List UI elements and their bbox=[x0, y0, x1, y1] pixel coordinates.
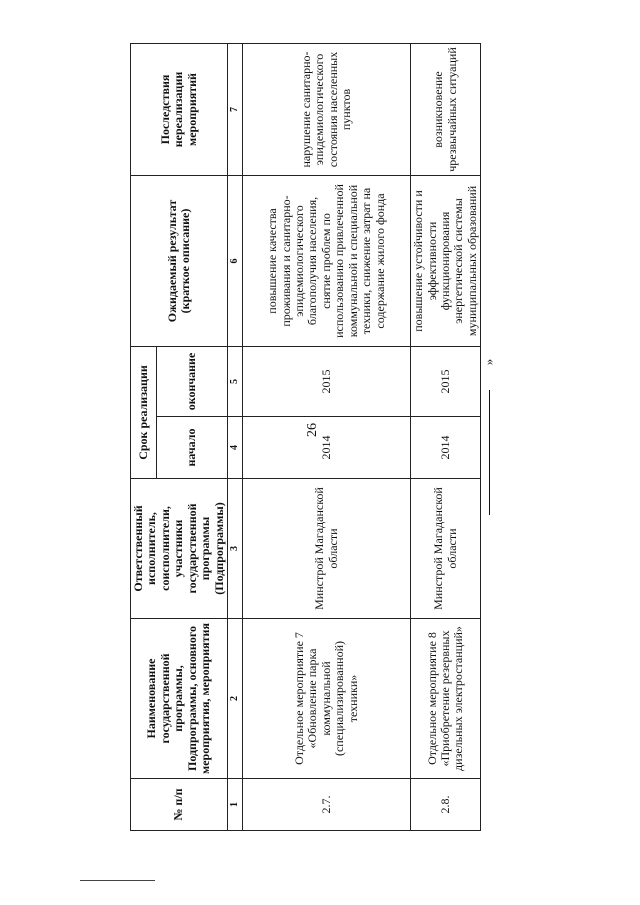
header-num: № п/п bbox=[131, 779, 228, 831]
header-end: окончание bbox=[156, 346, 227, 416]
column-number: 4 bbox=[228, 417, 243, 479]
row-num: 2.7. bbox=[243, 779, 411, 831]
row-executor: Минстрой Магаданской области bbox=[411, 479, 481, 619]
table-row bbox=[243, 43, 411, 830]
column-number: 1 bbox=[228, 779, 243, 831]
program-table bbox=[130, 43, 481, 831]
row-start: 2014 bbox=[243, 417, 411, 479]
row-executor: Минстрой Магаданской области bbox=[243, 479, 411, 619]
row-end: 2015 bbox=[411, 346, 481, 416]
row-end: 2015 bbox=[243, 346, 411, 416]
row-consequence: возникновение чрезвычайных ситуаций bbox=[411, 43, 481, 175]
column-number: 7 bbox=[228, 43, 243, 175]
row-result: повышение качества проживания и санитарно-эпидемиологического благополучия населения, снятие проблем по использованию привлеченной коммунальной и специальной техники, снижение затрат на содержание жилого фонда bbox=[243, 175, 411, 346]
header-executor: Ответственный исполнитель, соисполнители, участники государственной программы (Подпрограммы) bbox=[131, 479, 228, 619]
header-result: Ожидаемый результат (краткое описание) bbox=[131, 175, 228, 346]
column-number: 6 bbox=[228, 175, 243, 346]
row-consequence: нарушение санитарно-эпидемиологического состояния населенных пунктов bbox=[243, 43, 411, 175]
column-number: 3 bbox=[228, 479, 243, 619]
rotated-table-container bbox=[130, 44, 479, 831]
column-number: 2 bbox=[228, 619, 243, 779]
header-name: Наименование государственной программы, Подпрограммы, основного мероприятия, мероприятия bbox=[131, 619, 228, 779]
page-number: 26 bbox=[305, 423, 320, 437]
column-number: 5 bbox=[228, 346, 243, 416]
header-consequence: Последствия нереализации мероприятий bbox=[131, 43, 228, 175]
header-term: Срок реализации bbox=[131, 346, 157, 478]
closing-quote: » bbox=[481, 358, 496, 366]
header-row-1 bbox=[131, 43, 157, 830]
row-num: 2.8. bbox=[411, 779, 481, 831]
table-region bbox=[130, 44, 479, 831]
column-number-row bbox=[228, 43, 243, 830]
footer-rule bbox=[80, 880, 155, 881]
row-name: Отдельное мероприятие 7 «Обновление парка коммунальной (специализированной) техники» bbox=[243, 619, 411, 779]
header-start: начало bbox=[156, 417, 227, 479]
row-result: повышение устойчивости и эффективности функционирования энергетической системы муниципальных образований bbox=[411, 175, 481, 346]
row-name: Отдельное мероприятие 8 «Приобретение резервных дизельных электростанций» bbox=[411, 619, 481, 779]
row-start: 2014 bbox=[411, 417, 481, 479]
table-row bbox=[411, 43, 481, 830]
closing-line bbox=[489, 390, 490, 515]
